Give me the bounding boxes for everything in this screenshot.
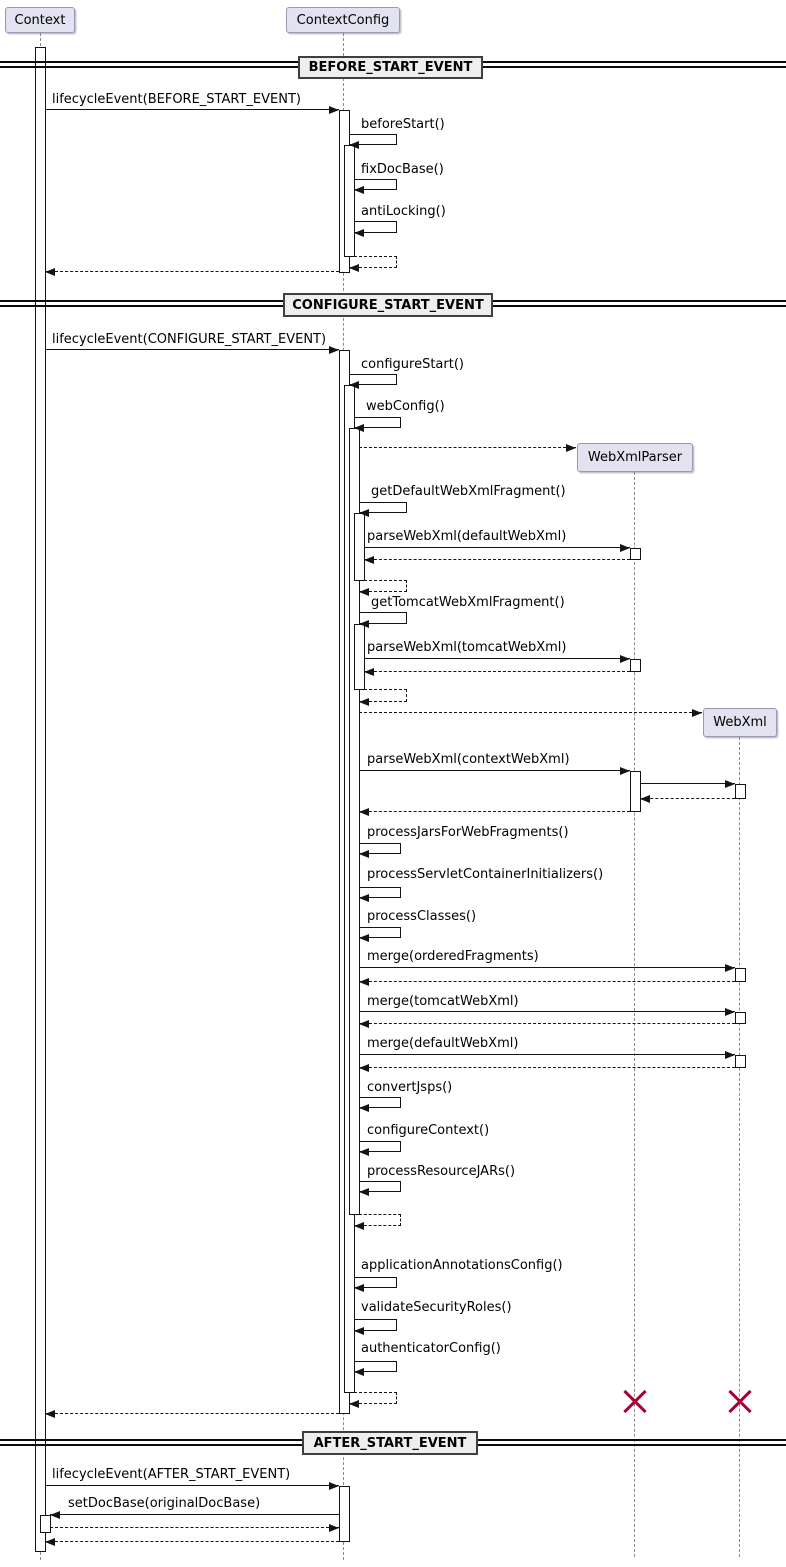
message-line: [364, 547, 630, 548]
arrowhead-left: [354, 229, 364, 237]
arrowhead-left: [359, 1020, 369, 1028]
message-label: fixDocBase(): [361, 162, 444, 177]
message-line: [45, 1485, 339, 1486]
arrowhead-left: [354, 1327, 364, 1335]
message-line: [359, 1067, 735, 1068]
arrowhead-left: [359, 1064, 369, 1072]
message-line: [359, 1011, 735, 1012]
arrowhead-right: [725, 780, 735, 788]
message-line: [640, 798, 735, 799]
message-label: configureStart(): [361, 357, 464, 372]
participant-box-webxmlparser: WebXmlParser: [577, 443, 693, 472]
arrowhead-left: [359, 894, 369, 902]
message-label: getDefaultWebXmlFragment(): [371, 484, 566, 499]
lifeline-webxml: [739, 737, 740, 1557]
message-label: merge(defaultWebXml): [367, 1036, 519, 1051]
message-line: [364, 559, 630, 560]
message-line: [640, 783, 735, 784]
message-line: [50, 1514, 339, 1515]
participant-box-context: Context: [5, 7, 75, 33]
arrowhead-left: [359, 620, 369, 628]
divider-label-box: AFTER_START_EVENT: [302, 1431, 478, 1455]
message-line: [45, 1541, 339, 1542]
message-label: convertJsps(): [367, 1080, 453, 1095]
arrowhead-left: [50, 1511, 60, 1519]
arrowhead-left: [359, 588, 369, 596]
message-label: authenticatorConfig(): [361, 1341, 501, 1356]
message-label: parseWebXml(tomcatWebXml): [367, 640, 567, 655]
arrowhead-left: [364, 556, 374, 564]
message-label: merge(orderedFragments): [367, 949, 539, 964]
message-label: parseWebXml(contextWebXml): [367, 752, 570, 767]
activation-bar: [735, 784, 746, 799]
arrowhead-right: [725, 964, 735, 972]
activation-bar: [344, 145, 355, 257]
arrowhead-left: [359, 1188, 369, 1196]
message-line: [364, 671, 630, 672]
destroy-cross-icon: [622, 1388, 648, 1414]
message-label: webConfig(): [366, 399, 445, 414]
activation-bar: [630, 659, 641, 672]
message-label: processClasses(): [367, 909, 477, 924]
message-line: [45, 349, 339, 350]
arrowhead-left: [354, 1368, 364, 1376]
message-label: configureContext(): [367, 1123, 490, 1138]
arrowhead-left: [349, 264, 359, 272]
arrowhead-left: [359, 808, 369, 816]
arrowhead-left: [349, 1400, 359, 1408]
participant-box-webxml: WebXml: [703, 708, 777, 737]
arrowhead-left: [354, 1284, 364, 1292]
message-line: [359, 1023, 735, 1024]
message-label: processServletContainerInitializers(): [367, 867, 604, 882]
activation-bar: [630, 548, 641, 560]
arrowhead-right: [329, 1482, 339, 1490]
divider-label-box: CONFIGURE_START_EVENT: [283, 293, 493, 317]
message-line: [364, 658, 630, 659]
arrowhead-right: [620, 655, 630, 663]
message-label: antiLocking(): [361, 204, 446, 219]
message-label: processJarsForWebFragments(): [367, 825, 569, 840]
arrowhead-left: [359, 1148, 369, 1156]
arrowhead-right: [620, 544, 630, 552]
arrowhead-left: [640, 795, 650, 803]
arrowhead-left: [354, 1222, 364, 1230]
message-line: [359, 770, 630, 771]
message-line: [45, 271, 339, 272]
arrowhead-right: [329, 106, 339, 114]
arrowhead-left: [45, 1410, 55, 1418]
message-label: beforeStart(): [361, 117, 445, 132]
message-line: [45, 1413, 339, 1414]
activation-bar: [735, 968, 746, 982]
activation-bar: [735, 1012, 746, 1024]
message-line: [359, 712, 703, 713]
arrowhead-left: [349, 381, 359, 389]
arrowhead-left: [349, 141, 359, 149]
divider-label-box: BEFORE_START_EVENT: [298, 56, 483, 79]
message-label: lifecycleEvent(CONFIGURE_START_EVENT): [52, 332, 327, 347]
arrowhead-left: [359, 850, 369, 858]
activation-bar: [735, 1055, 746, 1068]
message-line: [359, 447, 577, 448]
arrowhead-left: [359, 698, 369, 706]
message-line: [359, 981, 735, 982]
message-label: merge(tomcatWebXml): [367, 994, 519, 1009]
arrowhead-left: [364, 668, 374, 676]
message-line: [45, 109, 339, 110]
message-label: setDocBase(originalDocBase): [68, 1496, 261, 1511]
arrowhead-right: [329, 346, 339, 354]
message-label: lifecycleEvent(BEFORE_START_EVENT): [52, 92, 301, 107]
arrowhead-right: [620, 767, 630, 775]
message-label: getTomcatWebXmlFragment(): [371, 595, 565, 610]
arrowhead-left: [359, 934, 369, 942]
participant-box-contextconfig: ContextConfig: [286, 7, 400, 33]
arrowhead-left: [45, 1538, 55, 1546]
arrowhead-right: [725, 1008, 735, 1016]
arrowhead-left: [354, 186, 364, 194]
activation-bar: [354, 624, 365, 690]
message-line: [50, 1527, 339, 1528]
arrowhead-right: [725, 1051, 735, 1059]
arrowhead-right: [329, 1524, 339, 1532]
message-line: [359, 811, 630, 812]
message-label: lifecycleEvent(AFTER_START_EVENT): [52, 1467, 291, 1482]
arrowhead-left: [359, 978, 369, 986]
arrowhead-left: [359, 1104, 369, 1112]
message-line: [359, 1054, 735, 1055]
message-label: processResourceJARs(): [367, 1164, 516, 1179]
arrowhead-left: [354, 424, 364, 432]
message-label: applicationAnnotationsConfig(): [361, 1258, 563, 1273]
arrowhead-right: [566, 444, 576, 452]
arrowhead-right: [692, 709, 702, 717]
message-label: parseWebXml(defaultWebXml): [367, 529, 567, 544]
arrowhead-left: [359, 509, 369, 517]
message-label: validateSecurityRoles(): [361, 1300, 512, 1315]
activation-bar: [339, 1486, 350, 1542]
destroy-cross-icon: [727, 1388, 753, 1414]
arrowhead-left: [45, 268, 55, 276]
activation-bar: [630, 771, 641, 812]
message-line: [359, 967, 735, 968]
